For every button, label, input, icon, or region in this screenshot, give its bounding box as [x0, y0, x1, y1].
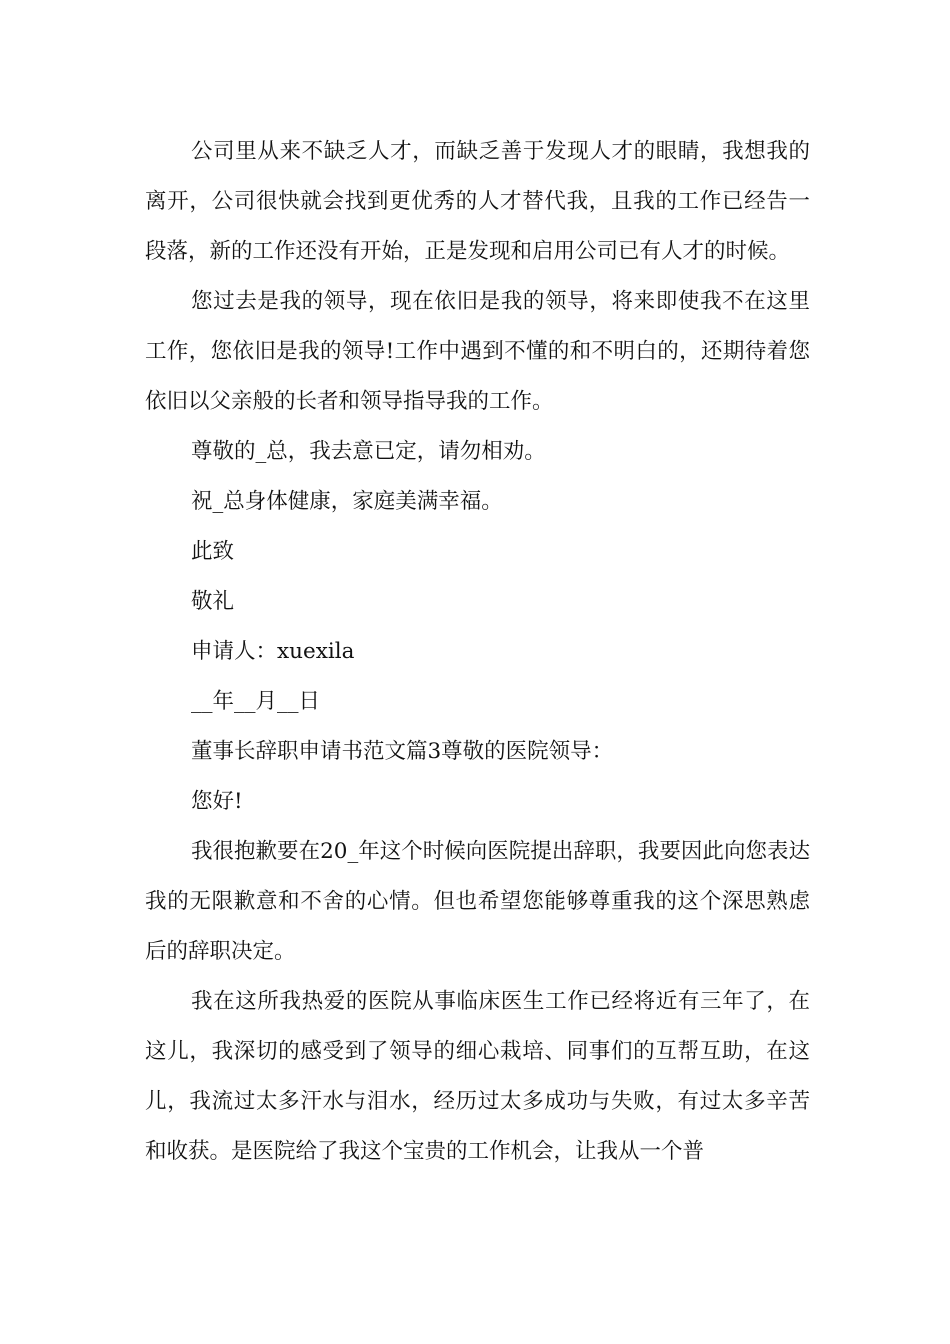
paragraph-apology: 我很抱歉要在20_年这个时候向医院提出辞职，我要因此向您表达我的无限歉意和不舍的心情。但也希望您能够尊重我的这个深思熟虑后的辞职决定。 — [145, 839, 810, 964]
closing-line-1: 此致 — [191, 539, 235, 564]
paragraph-experience: 我在这所我热爱的医院从事临床医生工作已经将近有三年了，在这儿，我深切的感受到了领导的细心栽培、同事们的互帮互助，在这儿，我流过太多汗水与泪水，经历过太多成功与失败，有过太多辛苦和收获。是医院给了我这个宝贵的工作机会，让我从一个普 — [145, 989, 810, 1164]
paragraph-decision: 尊敬的_总，我去意已定，请勿相劝。 — [191, 439, 546, 464]
applicant-line: 申请人：xuexila — [191, 639, 355, 664]
paragraph-leader: 您过去是我的领导，现在依旧是我的领导，将来即使我不在这里工作，您依旧是我的领导!工作中遇到不懂的和不明白的，还期待着您依旧以父亲般的长者和领导指导我的工作。 — [145, 289, 810, 414]
paragraph-wishes: 祝_总身体健康，家庭美满幸福。 — [191, 489, 503, 514]
date-line: __年__月__日 — [191, 689, 321, 714]
section-heading: 董事长辞职申请书范文篇3尊敬的医院领导： — [191, 739, 614, 764]
greeting-line: 您好! — [191, 789, 243, 814]
document-body — [145, 127, 810, 1177]
closing-line-2: 敬礼 — [191, 589, 235, 614]
paragraph-talent: 公司里从来不缺乏人才，而缺乏善于发现人才的眼睛，我想我的离开，公司很快就会找到更优秀的人才替代我，且我的工作已经告一段落，新的工作还没有开始，正是发现和启用公司已有人才的时候。 — [145, 139, 810, 264]
